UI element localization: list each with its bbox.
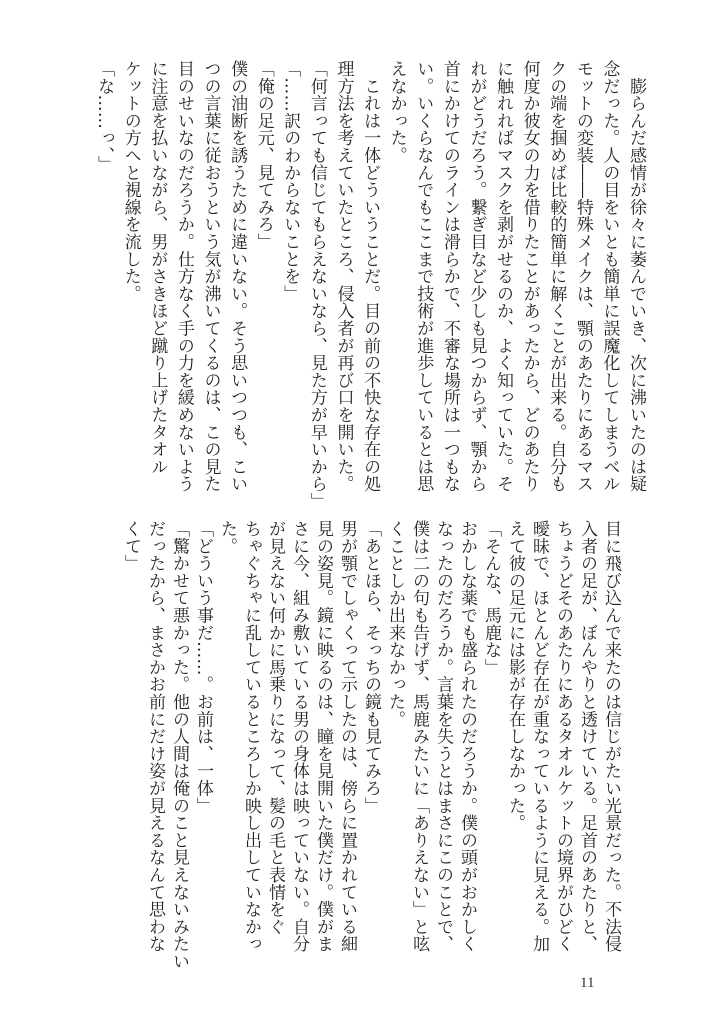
- text-line: 「な……っ、」: [94, 60, 115, 173]
- text-line: さに今、組み敷いている男の身体は映っていない。自分: [289, 520, 309, 953]
- text-line: モットの変装――特殊メイクは、顎のあたりにあるマス: [572, 60, 593, 493]
- text-line: 僕は二の句も告げず、馬鹿みたいに「ありえない」と呟: [409, 520, 429, 953]
- text-line: くて」: [121, 520, 141, 572]
- text-line: 「どういう事だ……。お前は、一体」: [193, 520, 213, 815]
- text-block-lower: [119, 520, 623, 970]
- text-line: が見えない何かに馬乗りになって、髪の毛と表情をぐ: [265, 520, 285, 936]
- text-line: 念だった。人の目をいとも簡単に誤魔化してしまうベル: [599, 60, 620, 493]
- text-line: 「あとほら、そっちの鏡も見てみろ」: [361, 520, 381, 815]
- text-line: 「何言っても信じてもらえないなら、見た方が早いから」: [306, 60, 327, 510]
- text-line: ちゃぐちゃに乱しているところしか映し出していなかっ: [241, 520, 261, 953]
- text-line: 理方法を考えていたところ、侵入者が再び口を開いた。: [333, 60, 354, 493]
- text-line: 何度か彼女の力を借りたことがあったから、どのあたり: [519, 60, 540, 493]
- text-line: 見の姿見。鏡に映るのは、瞳を見開いた僕だけ。僕がま: [313, 520, 333, 953]
- text-line: 首にかけてのラインは滑らかで、不審な場所は一つもな: [439, 60, 460, 493]
- text-line: えなかった。: [386, 60, 407, 164]
- text-line: 「……訳のわからないことを」: [280, 60, 301, 303]
- text-line: 「驚かせて悪かった。他の人間は俺のこと見えないみたい: [169, 520, 189, 970]
- text-line: だったから、まさかお前にだけ姿が見えるなんて思わな: [145, 520, 165, 953]
- text-line: くことしか出来なかった。: [385, 520, 405, 728]
- text-line: に触れればマスクを剥がせるのか、よく知っていた。そ: [493, 60, 514, 493]
- text-line: 男が顎でしゃくって示したのは、傍らに置かれている細: [337, 520, 357, 953]
- text-line: ちょうどそのあたりにあるタオルケットの境界がひどく: [553, 520, 573, 953]
- text-line: えて彼の足元には影が存在しなかった。: [505, 520, 525, 832]
- text-line: に注意を払いながら、男がさきほど蹴り上げたタオル: [147, 60, 168, 476]
- text-line: クの端を掴めば比較的簡単に解くことが出来る。自分も: [546, 60, 567, 493]
- text-line: なったのだろうか。言葉を失うとはまさにこのことで、: [433, 520, 453, 953]
- text-line: た。: [217, 520, 237, 555]
- text-line: い。いくらなんでもここまで技術が進歩しているとは思: [413, 60, 434, 493]
- text-line: 膨らんだ感情が徐々に萎んでいき、次に沸いたのは疑: [626, 60, 646, 493]
- text-line: 僕の油断を誘うために違いない。そう思いつつも、こい: [227, 60, 248, 493]
- text-line: れがどうだろう。繋ぎ目など少しも見つからず、顎から: [466, 60, 487, 493]
- text-line: これは一体どういうことだ。目の前の不快な存在の処: [360, 60, 381, 493]
- text-line: おかしな薬でも盛られたのだろうか。僕の頭がおかしく: [457, 520, 477, 953]
- text-line: 曖昧で、ほとんど存在が重なっているように見える。加: [529, 520, 549, 953]
- text-line: ケットの方へと視線を流した。: [120, 60, 141, 303]
- text-line: つの言葉に従おうという気が沸いてくるのは、この見た: [200, 60, 221, 493]
- text-line: 目のせいなのだろうか。仕方なく手の力を緩めないよう: [173, 60, 194, 493]
- text-line: 「そんな、馬鹿な」: [481, 520, 501, 676]
- text-line: 「俺の足元、見てみろ」: [253, 60, 274, 251]
- text-block-upper: [91, 60, 649, 510]
- text-line: 目に飛び込んで来たのは信じがたい光景だった。不法侵: [601, 520, 621, 953]
- page-number: 11: [580, 975, 595, 991]
- text-line: 入者の足が、ぼんやりと透けている。足首のあたりと、: [577, 520, 597, 953]
